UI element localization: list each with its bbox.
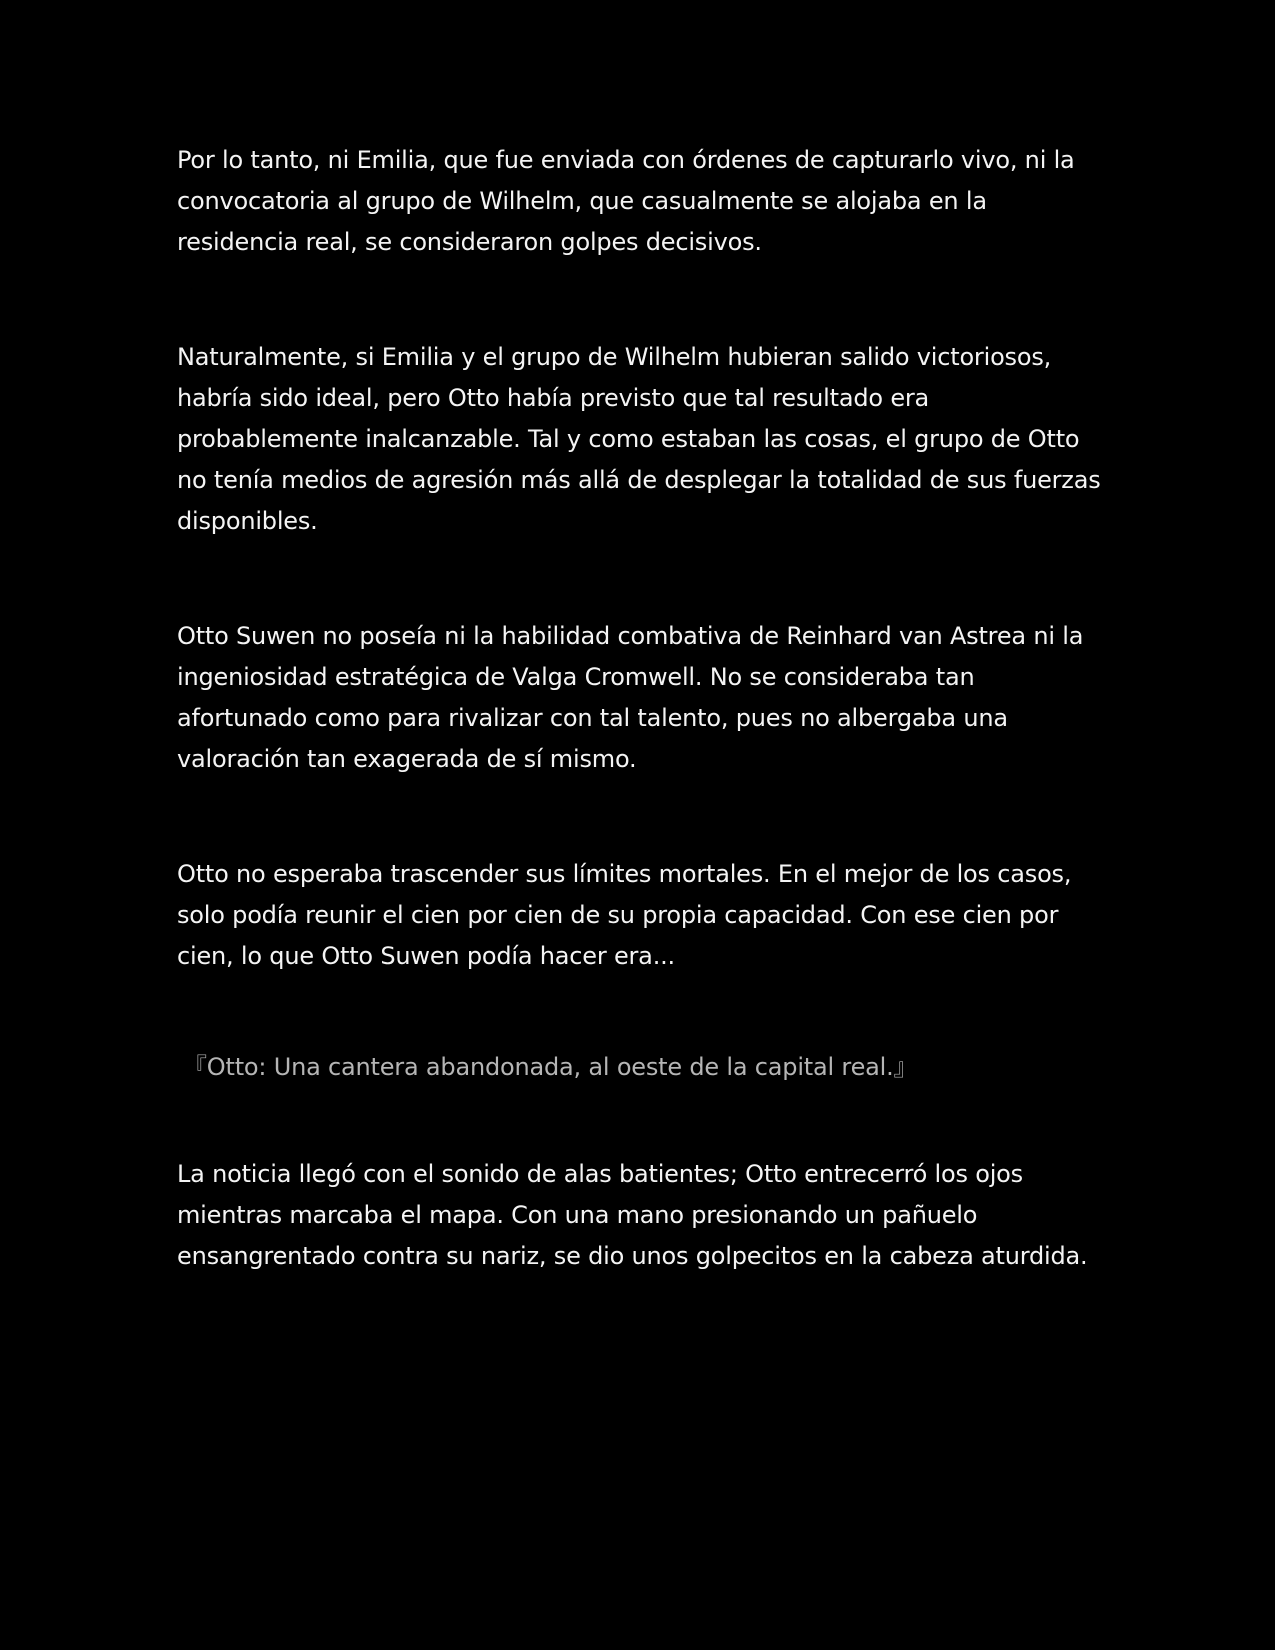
paragraph-3: Otto Suwen no poseía ni la habilidad combativa de Reinhard van Astrea ni la ingeniosidad estratégica de Valga Cromwell. No se consideraba tan afortunado como para rivalizar con tal talento, pues no albergaba una valoración tan exagerada de sí mismo.	[177, 622, 1084, 773]
telepathic-message: 『Otto: Una cantera abandonada, al oeste de la capital real.』	[183, 1053, 918, 1081]
paragraph-4: Otto no esperaba trascender sus límites mortales. En el mejor de los casos, solo podía reunir el cien por cien de su propia capacidad. Con ese cien por cien, lo que Otto Suwen podía hacer era...	[177, 860, 1072, 970]
paragraph-2: Naturalmente, si Emilia y el grupo de Wilhelm hubieran salido victoriosos, habría sido ideal, pero Otto había previsto que tal resultado era probablemente inalcanzable. Tal y como estaban las cosas, el grupo de Otto no tenía medios de agresión más allá de desplegar la totalidad de sus fuerzas disponibles.	[177, 343, 1101, 535]
document-body	[177, 140, 1107, 1351]
paragraph-1: Por lo tanto, ni Emilia, que fue enviada con órdenes de capturarlo vivo, ni la convocatoria al grupo de Wilhelm, que casualmente se alojaba en la residencia real, se consideraron golpes decisivos.	[177, 146, 1075, 256]
paragraph-6: La noticia llegó con el sonido de alas batientes; Otto entrecerró los ojos mientras marcaba el mapa. Con una mano presionando un pañuelo ensangrentado contra su nariz, se dio unos golpecitos en la cabeza aturdida.	[177, 1160, 1088, 1270]
